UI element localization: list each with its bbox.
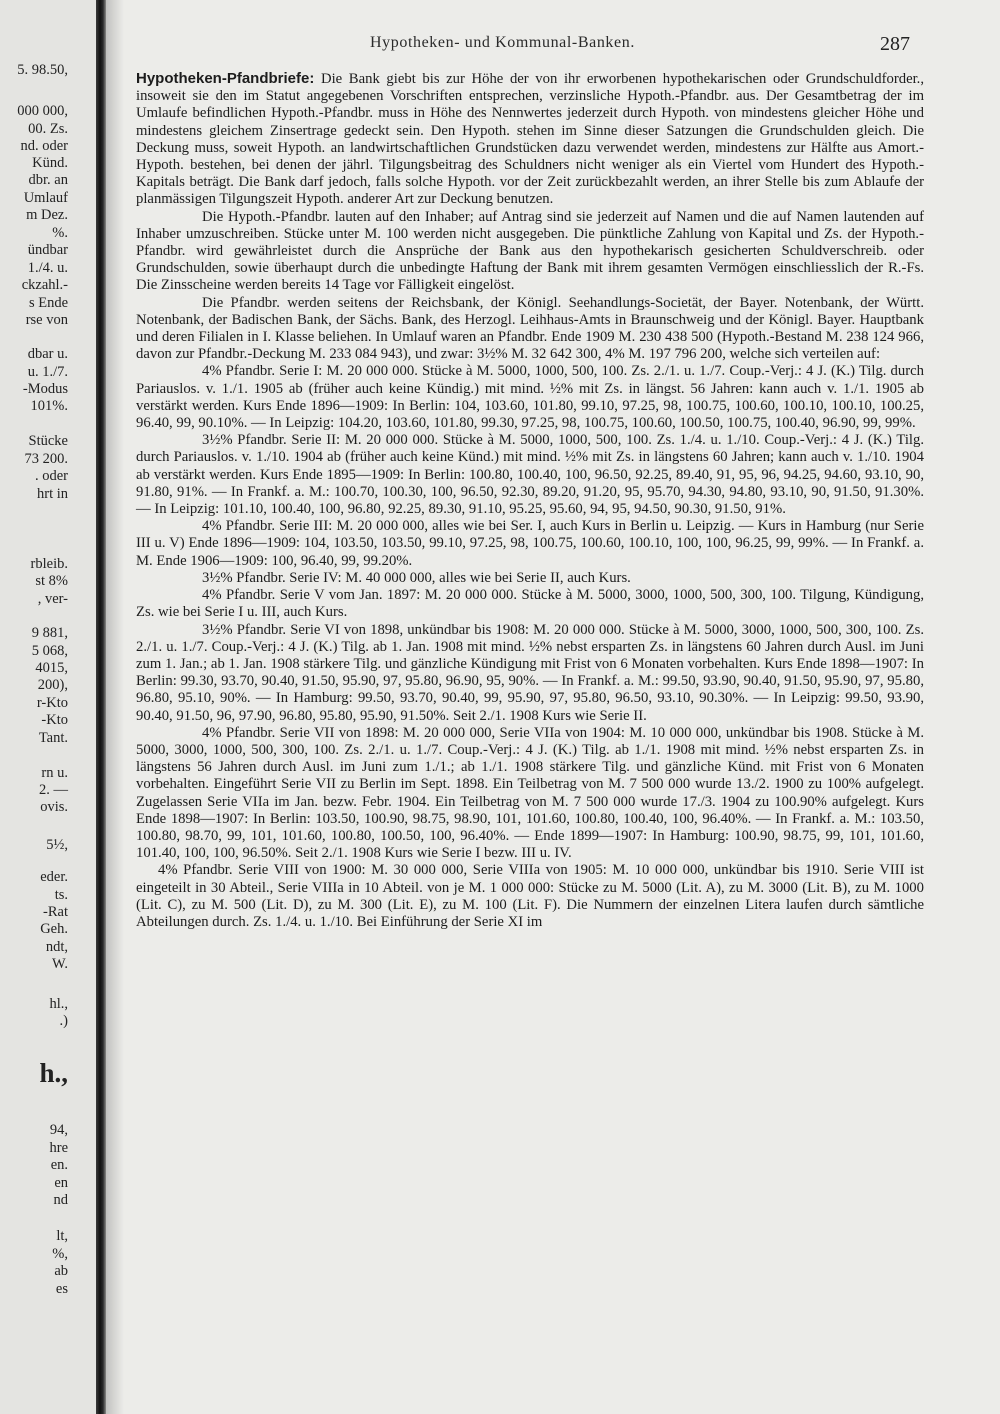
fragment-line: 5. 98.50, [17, 62, 68, 78]
fragment-line: ndt, [45, 939, 68, 955]
fragment-line: h., [39, 1058, 68, 1088]
fragment-line: rn u. [41, 765, 68, 781]
fragment-line: %. [52, 225, 68, 241]
fragment-line: 4015, [35, 660, 68, 676]
running-head: Hypotheken- und Kommunal-Banken. [370, 34, 635, 51]
paragraph: Die Hypoth.-Pfandbr. lauten auf den Inhaber; auf Antrag sind sie jederzeit auf Namen und die auf Namen lautenden auf Inhaber umzuschreiben. Stücke unter M. 100 werden nicht ausgegeben. Die pünktliche Zahlung von Kapital und Zs. der Hypoth.-Pfandbr. wird gewährleistet durch die Ansprüche der Bank aus den hypothekarisch gesicherten Schuldverschreib. oder Grundschulden, sowie überhaupt durch die unbedingte Haftung der Bank mit ihrem gesamten Vermögen einschliesslich der R.-Fs. Die Zinsscheine werden bereits 14 Tage vor Fälligkeit eingelöst. [136, 208, 924, 294]
fragment-line: u. 1./7. [27, 364, 68, 380]
fragment-line: hre [49, 1140, 68, 1156]
fragment-line: Geh. [40, 921, 68, 937]
fragment-line: en [54, 1175, 68, 1191]
fragment-line: 00. Zs. [28, 121, 68, 137]
fragment-line: -Kto [41, 712, 68, 728]
fragment-line: es [55, 1281, 68, 1297]
fragment-line: ts. [54, 887, 68, 903]
fragment-line: rse von [25, 312, 68, 328]
fragment-line: ündbar [27, 242, 68, 258]
fragment-line: .) [59, 1013, 68, 1029]
fragment-line: , ver- [37, 591, 68, 607]
fragment-line: Stücke [28, 433, 68, 449]
page-body [136, 70, 924, 931]
fragment-line: W. [52, 956, 68, 972]
fragment-line: Tant. [38, 730, 68, 746]
fragment-line: ovis. [40, 799, 68, 815]
fragment-line: eder. [40, 869, 68, 885]
fragment-line: 5 068, [31, 643, 68, 659]
paragraph-serie-4: 3½% Pfandbr. Serie IV: M. 40 000 000, alles wie bei Serie II, auch Kurs. [202, 569, 631, 586]
fragment-line: lt, [56, 1228, 68, 1244]
paragraph-serie-7: 4% Pfandbr. Serie VII von 1898: M. 20 000 000, Serie VIIa von 1904: M. 10 000 000, unkündbar bis 1908. Stücke à M. 5000, 3000, 1000, 500, 300, 100. Zs. 2./1. u. 1./7. Coup.-Verj.: 4 J. (K.) Tilg. ab 1./1. 1908 mit mind. ½% nebst ersparten Zs. in längstens 56 Jahren durch Ausl. im Juni zum 1./1.; ab 1./1. 1908 stärkere Tilg. und gänzliche Künd. mit Frist von 6 Monaten vorbehalten. Eingeführt Serie VII zu Berlin im Sept. 1898. Ein Teilbetrag von M. 7 500 000 wurde 13./2. 1900 zu 100% aufgelegt. Zugelassen Serie VIIa im Jan. bezw. Febr. 1904. Ein Teilbetrag von M. 7 500 000 wurde 17./3. 1904 zu 100.90% aufgelegt. Kurs Ende 1898—1907: In Berlin: 103.50, 100.90, 98.75, 98.90, 101, 101.60, 100.80, 100.40, 100, 96.40%. — In Frankf. a. M.: 103.50, 100.80, 98.70, 99, 101, 101.60, 100.80, 100.50, 100, 96.40%. — Ende 1899—1907: In Hamburg: 100.90, 98.75, 99, 101, 101.60, 101.40, 100, 100, 96.50%. Seit 2./1. 1908 Kurs wie Serie I bezw. III u. IV. [136, 724, 924, 862]
fragment-line: en. [50, 1157, 68, 1173]
fragment-line: nd [53, 1192, 68, 1208]
paragraph-serie-1: 4% Pfandbr. Serie I: M. 20 000 000. Stücke à M. 5000, 1000, 500, 100. Zs. 2./1. u. 1./7. Coup.-Verj.: 4 J. (K.) Tilg. durch Pariauslos. v. 1./1. 1905 ab (früher auch keine Kündig.) mit mind. ½% mit Zs. in längst. 56 Jahren: kann auch v. 1./1. 1905 ab verstärkt werden. Kurs Ende 1896—1909: In Berlin: 104, 103.60, 101.80, 99.10, 97.25, 98, 100.75, 100.60, 100.10, 100.10, 100.25, 96.40, 99, 90.10%. — In Leipzig: 104.20, 103.60, 101.80, 99.30, 97.25, 98, 100.75, 100.60, 100.50, 100.75, 100.40, 96.90, 99, 99%. [136, 363, 924, 432]
fragment-line: 101%. [30, 398, 68, 414]
fragment-line: m Dez. [26, 207, 68, 223]
paragraph-serie-8: 4% Pfandbr. Serie VIII von 1900: M. 30 000 000, Serie VIIIa von 1905: M. 10 000 000, unkündbar bis 1910. Serie VIII ist eingeteilt in 30 Abteil., Serie VIIIa in 10 Abteil. von je M. 1 000 000: Stücke zu M. 5000 (Lit. A), zu M. 3000 (Lit. B), zu M. 1000 (Lit. C), zu M. 500 (Lit. D), zu M. 300 (Lit. E), zu M. 100 (Lit. F). Die Nummern der einzelnen Litera laufen durch sämtliche Abteilungen durch. Zs. 1./4. u. 1./10. Bei Einführung der Serie XI im [136, 862, 924, 930]
fragment-line: Umlauf [23, 190, 68, 206]
paragraph-serie-3: 4% Pfandbr. Serie III: M. 20 000 000, alles wie bei Ser. I, auch Kurs in Berlin u. Leipzig. — Kurs in Hamburg (nur Serie III u. V) Ende 1896—1909: 104, 103.50, 103.50, 99.10, 97.25, 98, 100.75, 100.60, 100.10, 100, 100, 96.25, 99, 99%. — In Frankf. a. M. Ende 1906—1909: 100, 96.40, 99, 99.20%. [136, 518, 924, 569]
fragment-line: . oder [34, 468, 68, 484]
section-heading: Hypotheken-Pfandbriefe: [136, 70, 315, 87]
fragment-line: nd. oder [20, 138, 68, 154]
fragment-line: %, [52, 1246, 68, 1262]
fragment-line: r-Kto [36, 695, 68, 711]
gutter-shadow [106, 0, 124, 1414]
fragment-line: ab [54, 1263, 68, 1279]
fragment-line: 94, [49, 1122, 68, 1138]
fragment-line: 200), [37, 677, 68, 693]
fragment-line: dbar u. [27, 346, 68, 362]
page-number: 287 [880, 33, 910, 55]
paragraph-serie-6: 3½% Pfandbr. Serie VI von 1898, unkündbar bis 1908: M. 20 000 000. Stücke à M. 5000, 3000, 1000, 500, 300, 100. Zs. 2./1. u. 1./7. Coup.-Verj.: 4 J. (K.) Tilg. ab 1. Jan. 1908 mit mind. ½% nebst ersparten Zs. in längstens 60 Jahren durch Ausl. im Juni zum 1. Jan.; ab 1. Jan. 1908 stärkere Tilg. und gänzliche Kündigung mit Frist von 6 Monaten vorbehalten. Kurs Ende 1898—1907: In Berlin: 99.30, 93.70, 90.40, 91.50, 95.90, 97, 95.80, 96.90, 95, 90%. — In Frankf. a. M.: 99.50, 93.90, 90.40, 91.50, 95.90, 97, 95.80, 96.80, 95.10, 90%. — In Hamburg: 99.50, 93.70, 90.40, 99, 95.90, 97, 95.80, 96.50, 93.10, 90.30%. — In Leipzig: 99.50, 93.90, 90.40, 91.50, 96, 97.90, 96.80, 95.80, 95.90, 91.50%. Seit 2./1. 1908 Kurs wie Serie II. [136, 621, 924, 724]
fragment-line: 5½, [46, 837, 68, 853]
fragment-line: 2. — [39, 782, 68, 798]
fragment-line: hl., [49, 996, 68, 1012]
fragment-line: 73 200. [24, 451, 68, 467]
fragment-line: rbleib. [30, 556, 68, 572]
fragment-line: ckzahl.- [21, 277, 68, 293]
paragraph-serie-5: 4% Pfandbr. Serie V vom Jan. 1897: M. 20 000 000. Stücke à M. 5000, 3000, 1000, 500, 300, 100. Tilgung, Kündigung, Zs. wie bei Serie I u. III, auch Kurs. [136, 587, 924, 621]
book-gutter [96, 0, 106, 1414]
paragraph-serie-2: 3½% Pfandbr. Serie II: M. 20 000 000. Stücke à M. 5000, 1000, 500, 100. Zs. 1./4. u. 1./10. Coup.-Verj.: 4 J. (K.) Tilg. durch Pariauslos. v. 1./10. 1904 ab (früher auch keine Künd.) mit mind. ½% mit Zs. in längstens 60 Jahren; kann auch v. 1./10. 1904 ab verstärkt werden. Kurs Ende 1895—1909: In Berlin: 100.80, 100.40, 100, 96.50, 92.25, 89.40, 91, 95, 96, 94.25, 94.60, 93.10, 90, 91.80, 91%. — In Frankf. a. M.: 100.70, 100.30, 100, 96.50, 92.30, 89.20, 91.20, 95, 95.70, 94.30, 94.80, 93.10, 90, 91.50, 91.30%. — In Leipzig: 101.10, 100.40, 100, 96.80, 92.25, 89.30, 91.10, 95.25, 95.60, 94, 95, 94.50, 90.30, 91.50, 91%. [136, 432, 924, 518]
fragment-line: -Modus [22, 381, 68, 397]
fragment-line: st 8% [35, 573, 68, 589]
fragment-line: 9 881, [31, 625, 68, 641]
fragment-line: Künd. [32, 155, 68, 171]
paragraph: Die Pfandbr. werden seitens der Reichsbank, der Königl. Seehandlungs-Societät, der Bayer. Notenbank, der Württ. Notenbank, der Badischen Bank, der Sächs. Bank, des Herzogl. Leihhaus-Amts in Braunschweig und der Königl. Bayer. Hauptbank und deren Filialen in I. Klasse beliehen. In Umlauf waren an Pfandbr. Ende 1909 M. 230 438 500 (Hypoth.-Bestand M. 238 124 966, davon zur Pfandbr.-Deckung M. 233 084 943), und zwar: 3½% M. 32 642 300, 4% M. 197 796 200, welche sich verteilen auf: [136, 294, 924, 363]
fragment-line: 1./4. u. [27, 260, 68, 276]
fragment-line: 000 000, [17, 103, 68, 119]
fragment-line: s Ende [28, 295, 68, 311]
paragraph-text: Die Bank giebt bis zur Höhe der von ihr erworbenen hypothekarischen oder Grundschuldforder., insoweit sie den im Statut angegebenen Vorschriften entsprechen, verzinsliche Hypoth.-Pfandbr. aus. Der Gesamtbetrag der im Umlaufe befindlichen Hypoth.-Pfandbr. muss in Höhe des Nennwertes jederzeit durch Hypoth. von mindestens gleicher Höhe und mindestens gleichem Zinsertrage gedeckt sein. Den Hypoth. stehen im Sinne dieser Satzungen die Grundschulden gleich. Die Deckung muss, soweit Hypoth. an landwirtschaftlichen Grundstücken dazu verwendet werden, mindestens zur Hälfte aus Amort.-Hypoth. bestehen, bei denen der jährl. Tilgungsbeitrag des Schuldners nicht weniger als ein Viertel vom Hundert des Hypoth.-Kapitals beträgt. Die Bank darf jedoch, falls solche Hypoth. vor der Zeit zurückbezahlt werden, an ihrer Stelle bis zum Ablaufe der planmässigen Tilgungszeit Hypoth. anderer Art zur Deckung benutzen. [136, 71, 925, 208]
fragment-line: dbr. an [28, 172, 68, 188]
fragment-line: -Rat [43, 904, 68, 920]
section-intro-paragraph [136, 70, 924, 209]
previous-page-fragment [0, 0, 96, 1414]
fragment-line: hrt in [36, 486, 68, 502]
